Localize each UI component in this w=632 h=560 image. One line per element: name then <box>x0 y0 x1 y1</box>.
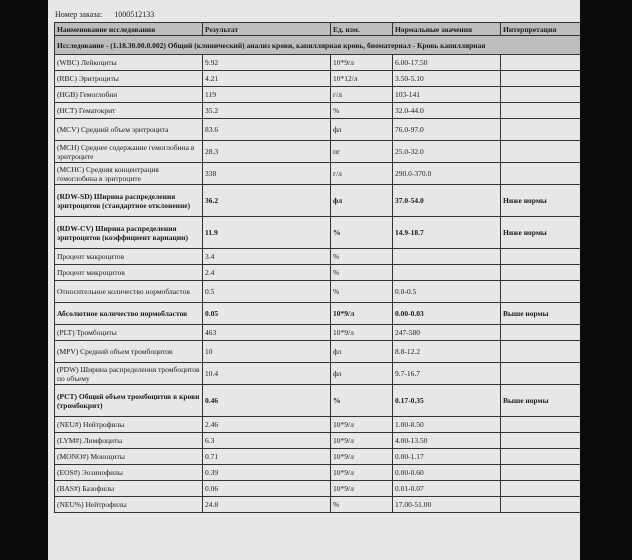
norm-cell: 4.00-13.50 <box>393 433 501 449</box>
table-row <box>55 281 581 303</box>
table-row <box>55 119 581 141</box>
interpretation-cell <box>501 281 581 303</box>
interpretation-cell <box>501 265 581 281</box>
test-name-cell: (MCH) Среднее содержание гемоглобина в эритроците <box>55 141 203 163</box>
test-name-cell: (EOS#) Эозинофилы <box>55 465 203 481</box>
norm-cell: 0.17-0.35 <box>393 385 501 417</box>
result-cell: 11.9 <box>203 217 331 249</box>
table-row <box>55 385 581 417</box>
test-name-cell: Относительное количество нормобластов <box>55 281 203 303</box>
interpretation-cell: Выше нормы <box>501 385 581 417</box>
result-cell: 4.21 <box>203 71 331 87</box>
header-row <box>55 23 581 36</box>
table-row <box>55 417 581 433</box>
test-name-cell: (NEU#) Нейтрофилы <box>55 417 203 433</box>
table-row <box>55 185 581 217</box>
norm-cell <box>393 265 501 281</box>
interpretation-cell <box>501 325 581 341</box>
result-cell: 0.06 <box>203 481 331 497</box>
test-name-cell: Процент микроцитов <box>55 265 203 281</box>
unit-cell: 10*9/л <box>331 325 393 341</box>
norm-cell: 0.00-0.60 <box>393 465 501 481</box>
test-name-cell: (RBC) Эритроциты <box>55 71 203 87</box>
unit-cell: 10*9/л <box>331 465 393 481</box>
results-table <box>54 22 580 513</box>
header-unit: Ед. изм. <box>331 23 393 36</box>
test-name-cell: Процент макроцитов <box>55 249 203 265</box>
test-name-cell: (RDW-SD) Ширина распределения эритроцитов (стандартное отклонение) <box>55 185 203 217</box>
result-cell: 2.4 <box>203 265 331 281</box>
test-name-cell: (RDW-CV) Ширина распределения эритроцитов (коэффициент вариации) <box>55 217 203 249</box>
unit-cell: 10*12/л <box>331 71 393 87</box>
result-cell: 0.71 <box>203 449 331 465</box>
interpretation-cell <box>501 481 581 497</box>
unit-cell: г/л <box>331 87 393 103</box>
unit-cell: 10*9/л <box>331 449 393 465</box>
interpretation-cell <box>501 449 581 465</box>
unit-cell: % <box>331 217 393 249</box>
interpretation-cell <box>501 249 581 265</box>
unit-cell: % <box>331 265 393 281</box>
table-row <box>55 465 581 481</box>
unit-cell: % <box>331 385 393 417</box>
test-name-cell: (MCHC) Средняя концентрация гемоглобина в эритроците <box>55 163 203 185</box>
table-row <box>55 87 581 103</box>
result-cell: 10.4 <box>203 363 331 385</box>
header-interpretation: Интерпретация <box>501 23 581 36</box>
table-row <box>55 163 581 185</box>
table-row <box>55 433 581 449</box>
result-cell: 338 <box>203 163 331 185</box>
norm-cell: 0.0-0.5 <box>393 281 501 303</box>
result-cell: 463 <box>203 325 331 341</box>
table-row <box>55 249 581 265</box>
table-row <box>55 363 581 385</box>
test-name-cell: (BAS#) Базофилы <box>55 481 203 497</box>
interpretation-cell <box>501 465 581 481</box>
result-cell: 0.39 <box>203 465 331 481</box>
norm-cell: 290.0-370.0 <box>393 163 501 185</box>
result-cell: 2.46 <box>203 417 331 433</box>
result-cell: 0.05 <box>203 303 331 325</box>
table-row <box>55 481 581 497</box>
header-norm: Нормальные значения <box>393 23 501 36</box>
result-cell: 3.4 <box>203 249 331 265</box>
norm-cell: 9.7-16.7 <box>393 363 501 385</box>
unit-cell: % <box>331 281 393 303</box>
table-row <box>55 497 581 513</box>
test-name-cell: (MONO#) Моноциты <box>55 449 203 465</box>
interpretation-cell <box>501 103 581 119</box>
norm-cell: 1.00-8.50 <box>393 417 501 433</box>
norm-cell: 103-141 <box>393 87 501 103</box>
order-number-line <box>55 10 154 19</box>
result-cell: 83.6 <box>203 119 331 141</box>
unit-cell: 10*9/л <box>331 55 393 71</box>
unit-cell: 10*9/л <box>331 481 393 497</box>
order-number: 1000512133 <box>114 10 155 19</box>
unit-cell: 10*9/л <box>331 433 393 449</box>
table-row <box>55 303 581 325</box>
header-result: Результат <box>203 23 331 36</box>
table-row <box>55 217 581 249</box>
lab-report-page <box>48 0 580 560</box>
section-row <box>55 36 581 55</box>
norm-cell: 0.00-1.17 <box>393 449 501 465</box>
norm-cell: 25.0-32.0 <box>393 141 501 163</box>
table-row <box>55 71 581 87</box>
interpretation-cell <box>501 363 581 385</box>
test-name-cell: (HGB) Гемоглобин <box>55 87 203 103</box>
interpretation-cell <box>501 119 581 141</box>
test-name-cell: (NEU%) Нейтрофилы <box>55 497 203 513</box>
test-name-cell: (LYM#) Лимфоциты <box>55 433 203 449</box>
table-row <box>55 141 581 163</box>
order-label: Номер заказа: <box>55 10 103 19</box>
interpretation-cell <box>501 341 581 363</box>
unit-cell: фл <box>331 119 393 141</box>
result-cell: 36.2 <box>203 185 331 217</box>
interpretation-cell <box>501 163 581 185</box>
test-name-cell: (HCT) Гематокрит <box>55 103 203 119</box>
result-cell: 35.2 <box>203 103 331 119</box>
norm-cell: 0.01-0.07 <box>393 481 501 497</box>
unit-cell: 10*9/л <box>331 417 393 433</box>
result-cell: 9.92 <box>203 55 331 71</box>
table-row <box>55 449 581 465</box>
table-row <box>55 341 581 363</box>
test-name-cell: (WBC) Лейкоциты <box>55 55 203 71</box>
header-test-name: Наименование исследования <box>55 23 203 36</box>
test-name-cell: (PLT) Тромбоциты <box>55 325 203 341</box>
unit-cell: фл <box>331 185 393 217</box>
interpretation-cell: Ниже нормы <box>501 217 581 249</box>
interpretation-cell: Выше нормы <box>501 303 581 325</box>
norm-cell: 247-580 <box>393 325 501 341</box>
table-row <box>55 103 581 119</box>
result-cell: 119 <box>203 87 331 103</box>
norm-cell: 0.00-0.03 <box>393 303 501 325</box>
test-name-cell: (MCV) Средний объем эритроцита <box>55 119 203 141</box>
table-row <box>55 55 581 71</box>
unit-cell: % <box>331 249 393 265</box>
table-row <box>55 265 581 281</box>
unit-cell: фл <box>331 341 393 363</box>
test-name-cell: Абсолютное количество нормобластов <box>55 303 203 325</box>
norm-cell: 3.50-5.10 <box>393 71 501 87</box>
result-cell: 28.3 <box>203 141 331 163</box>
interpretation-cell <box>501 417 581 433</box>
norm-cell: 37.0-54.0 <box>393 185 501 217</box>
interpretation-cell <box>501 497 581 513</box>
norm-cell: 32.0-44.0 <box>393 103 501 119</box>
section-title: Исследование - (1.18.30.00.0.002) Общий (клинический) анализ крови, капиллярная кровь, биоматериал - Кровь капиллярная <box>55 36 581 55</box>
test-name-cell: (PCT) Общий объем тромбоцитов в крови (тромбокрит) <box>55 385 203 417</box>
unit-cell: 10*9/л <box>331 303 393 325</box>
table-row <box>55 325 581 341</box>
result-cell: 0.46 <box>203 385 331 417</box>
result-cell: 0.5 <box>203 281 331 303</box>
norm-cell: 6.00-17.50 <box>393 55 501 71</box>
norm-cell <box>393 249 501 265</box>
interpretation-cell <box>501 55 581 71</box>
result-cell: 24.8 <box>203 497 331 513</box>
norm-cell: 76.0-97.0 <box>393 119 501 141</box>
norm-cell: 14.9-18.7 <box>393 217 501 249</box>
interpretation-cell <box>501 433 581 449</box>
result-cell: 10 <box>203 341 331 363</box>
unit-cell: пг <box>331 141 393 163</box>
unit-cell: фл <box>331 363 393 385</box>
interpretation-cell: Ниже нормы <box>501 185 581 217</box>
unit-cell: % <box>331 103 393 119</box>
unit-cell: г/л <box>331 163 393 185</box>
result-cell: 6.3 <box>203 433 331 449</box>
interpretation-cell <box>501 141 581 163</box>
interpretation-cell <box>501 71 581 87</box>
test-name-cell: (PDW) Ширина распределения тромбоцитов по объему <box>55 363 203 385</box>
unit-cell: % <box>331 497 393 513</box>
interpretation-cell <box>501 87 581 103</box>
test-name-cell: (MPV) Средний объем тромбоцитов <box>55 341 203 363</box>
norm-cell: 17.00-51.00 <box>393 497 501 513</box>
norm-cell: 8.8-12.2 <box>393 341 501 363</box>
